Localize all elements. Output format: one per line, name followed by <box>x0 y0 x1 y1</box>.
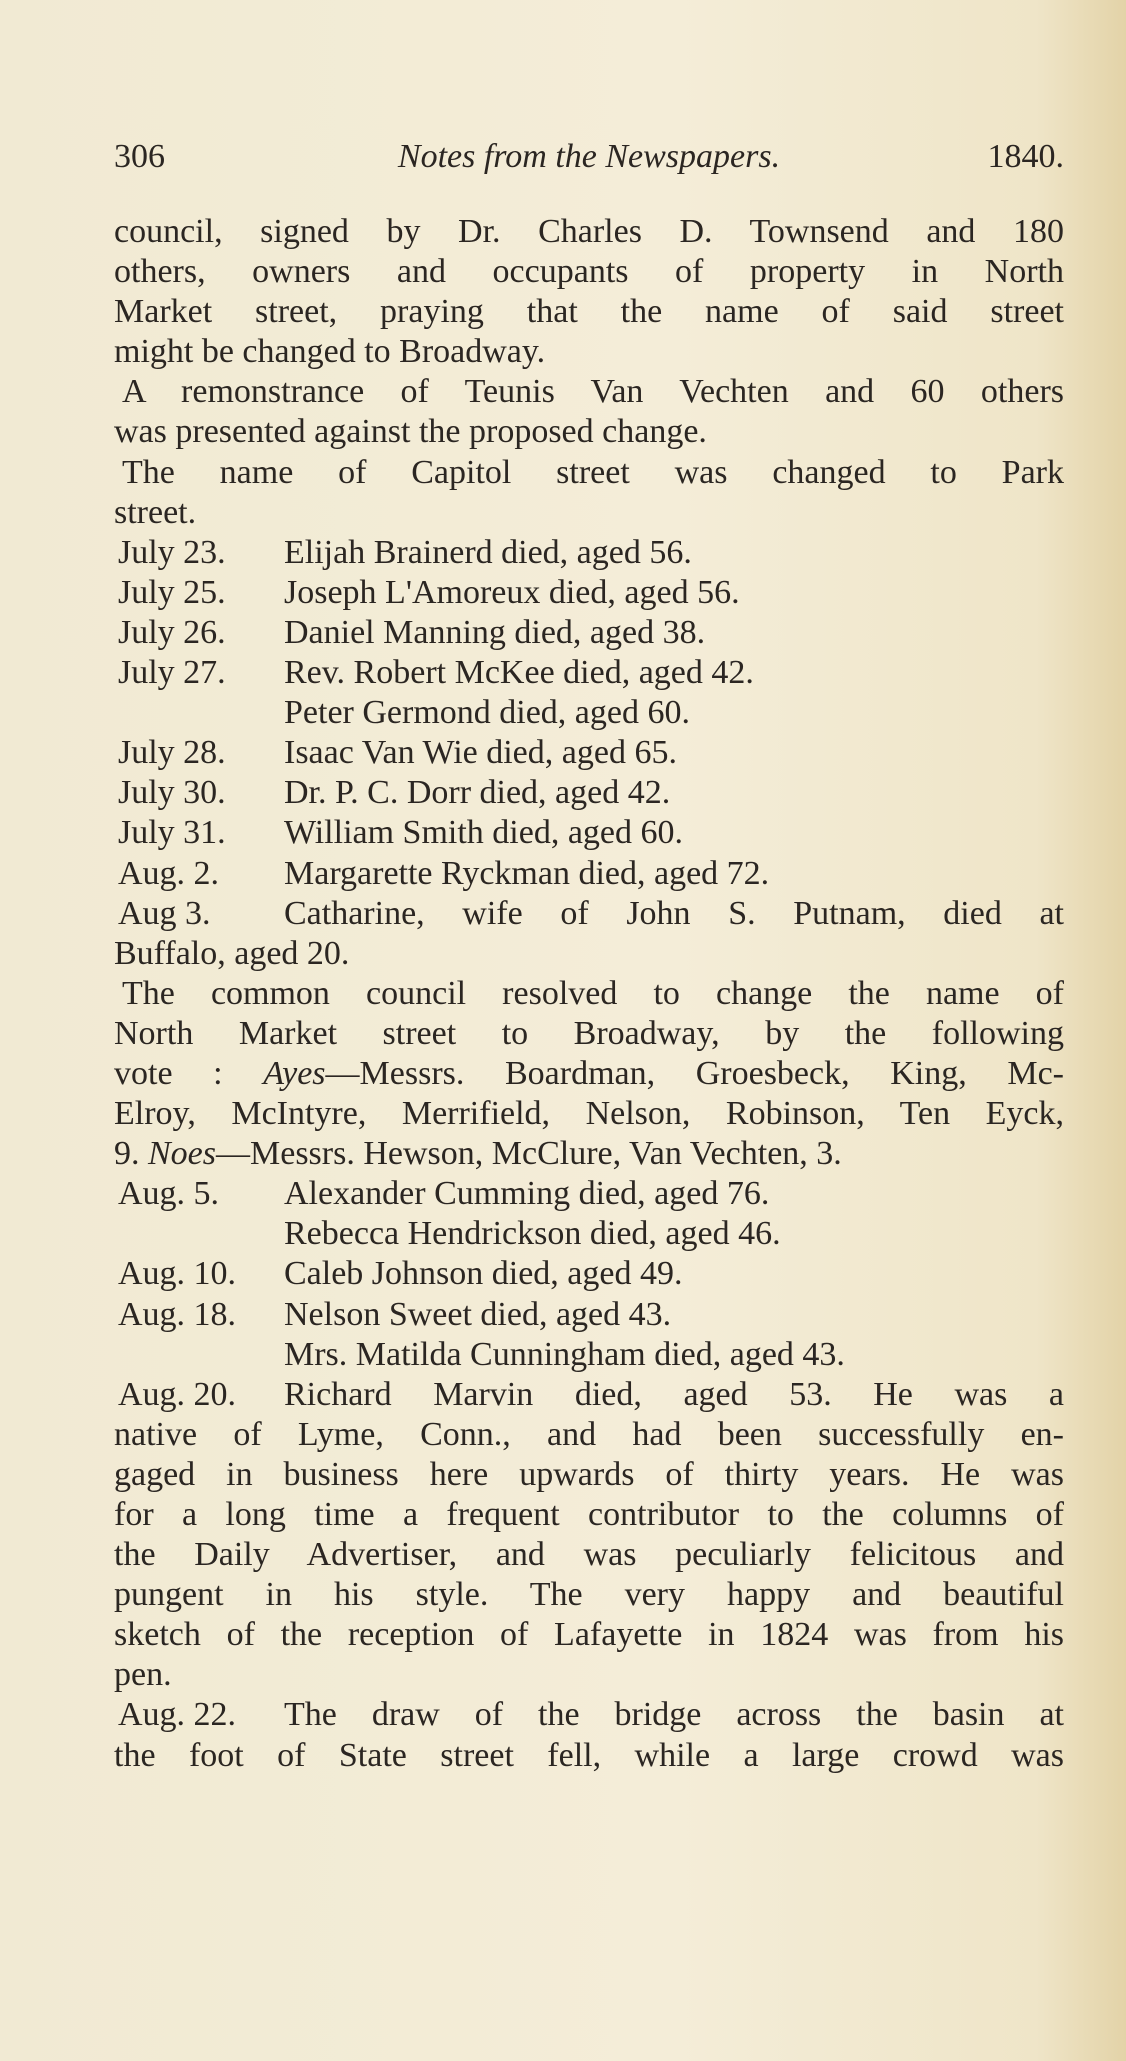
text-line <box>114 412 1064 452</box>
text-line <box>114 292 1064 332</box>
line-text <box>114 1134 1064 1174</box>
text-line <box>114 934 1064 974</box>
line-text: was presented against the proposed change. <box>114 413 707 451</box>
entry-date: July 26. <box>118 613 226 651</box>
page-number: 306 <box>114 138 165 175</box>
line-text: Nelson Sweet died, aged 43. <box>284 1295 672 1333</box>
entry-date: Aug. 18. <box>118 1295 237 1333</box>
line-text: pen. <box>114 1656 172 1694</box>
line-text: might be changed to Broadway. <box>114 333 546 371</box>
line-text: Mrs. Matilda Cunningham died, aged 43. <box>284 1335 845 1373</box>
line-text: North Market street to Broadway, by the following <box>114 1014 1064 1052</box>
dated-entry-line <box>114 813 1064 853</box>
entry-date: Aug. 20. <box>118 1375 237 1413</box>
text-line <box>114 1575 1064 1615</box>
line-text: A remonstrance of Teunis Van Vechten and 60 others <box>122 373 1064 411</box>
line-text: The draw of the bridge across the basin at <box>284 1696 1064 1734</box>
text-line <box>114 1495 1064 1535</box>
text-line <box>114 693 1064 733</box>
line-text: sketch of the reception of Lafayette in 1824 was from his <box>114 1616 1064 1654</box>
line-text: Buffalo, aged 20. <box>114 934 350 972</box>
dated-entry-line <box>114 733 1064 773</box>
text-line <box>114 974 1064 1014</box>
line-text: Joseph L'Amoreux died, aged 56. <box>284 573 740 611</box>
line-text: street. <box>114 493 197 531</box>
line-text: the Daily Advertiser, and was peculiarly felicitous and <box>114 1536 1064 1574</box>
line-text: Elijah Brainerd died, aged 56. <box>284 533 692 571</box>
line-text: Daniel Manning died, aged 38. <box>284 613 706 651</box>
dated-entry-line <box>114 533 1064 573</box>
text-line <box>114 1054 1064 1094</box>
line-text: Isaac Van Wie died, aged 65. <box>284 734 677 772</box>
line-text-part: —Messrs. Hewson, McClure, Van Vechten, 3. <box>216 1135 842 1173</box>
line-text: Rebecca Hendrickson died, aged 46. <box>284 1215 781 1253</box>
line-text: Market street, praying that the name of said street <box>114 293 1064 331</box>
dated-entry-line <box>114 854 1064 894</box>
dated-entry-line <box>114 894 1064 934</box>
line-text: William Smith died, aged 60. <box>284 814 684 852</box>
text-line <box>114 332 1064 372</box>
italic-vote-label: Noes <box>148 1135 216 1173</box>
line-text: Dr. P. C. Dorr died, aged 42. <box>284 774 671 812</box>
line-text: the foot of State street fell, while a large crowd was <box>114 1736 1064 1774</box>
text-line <box>114 1214 1064 1254</box>
line-text: The common council resolved to change the name of <box>122 974 1064 1012</box>
text-line <box>114 1415 1064 1455</box>
text-line <box>114 1736 1064 1776</box>
running-header <box>114 138 1064 182</box>
text-line <box>114 1094 1064 1134</box>
line-text: Elroy, McIntyre, Merrifield, Nelson, Robinson, Ten Eyck, <box>114 1095 1064 1133</box>
text-line <box>114 252 1064 292</box>
line-text: native of Lyme, Conn., and had been successfully en- <box>114 1415 1064 1453</box>
text-line <box>114 1535 1064 1575</box>
line-text: pungent in his style. The very happy and beautiful <box>114 1576 1064 1614</box>
line-text: gaged in business here upwards of thirty years. He was <box>114 1455 1064 1493</box>
text-line <box>114 1455 1064 1495</box>
line-text: Peter Germond died, aged 60. <box>284 694 690 732</box>
line-text: Catharine, wife of John S. Putnam, died at <box>284 894 1064 932</box>
entry-date: July 30. <box>118 774 226 812</box>
dated-entry-line <box>114 573 1064 613</box>
text-line <box>114 1335 1064 1375</box>
entry-date: Aug. 2. <box>118 854 220 892</box>
page-body <box>114 212 1064 1776</box>
line-text: Caleb Johnson died, aged 49. <box>284 1255 683 1293</box>
text-line <box>114 1615 1064 1655</box>
italic-vote-label: Ayes <box>263 1054 326 1092</box>
entry-date: Aug 3. <box>118 894 211 932</box>
dated-entry-line <box>114 1695 1064 1735</box>
entry-date: July 25. <box>118 573 226 611</box>
text-line <box>114 1134 1064 1174</box>
entry-date: Aug. 5. <box>118 1175 220 1213</box>
text-line <box>114 1014 1064 1054</box>
entry-date: July 28. <box>118 734 226 772</box>
line-text: for a long time a frequent contributor to the columns of <box>114 1496 1064 1533</box>
line-text-part: 9. <box>114 1135 148 1173</box>
line-text: others, owners and occupants of property in North <box>114 253 1064 291</box>
dated-entry-line <box>114 613 1064 653</box>
text-line <box>114 1655 1064 1695</box>
dated-entry-line <box>114 653 1064 693</box>
line-text-part: vote : <box>114 1054 264 1092</box>
line-text: Rev. Robert McKee died, aged 42. <box>284 654 754 692</box>
line-text-part: —Messrs. Boardman, Groesbeck, King, Mc- <box>325 1054 1064 1092</box>
entry-date: Aug. 22. <box>118 1696 237 1734</box>
line-text: Richard Marvin died, aged 53. He was a <box>284 1375 1064 1413</box>
dated-entry-line <box>114 1174 1064 1214</box>
dated-entry-line <box>114 773 1064 813</box>
text-line <box>114 372 1064 412</box>
text-line <box>114 212 1064 252</box>
dated-entry-line <box>114 1295 1064 1335</box>
text-line <box>114 453 1064 493</box>
line-text: The name of Capitol street was changed to Park <box>122 453 1064 491</box>
entry-date: July 31. <box>118 814 226 852</box>
line-text: Alexander Cumming died, aged 76. <box>284 1175 770 1213</box>
entry-date: July 27. <box>118 654 226 692</box>
line-text: council, signed by Dr. Charles D. Townsend and 180 <box>114 213 1064 250</box>
entry-date: July 23. <box>118 533 226 571</box>
running-title: Notes from the Newspapers. <box>397 138 781 175</box>
text-line <box>114 493 1064 533</box>
header-year: 1840. <box>987 138 1064 175</box>
line-text <box>114 1054 1064 1094</box>
dated-entry-line <box>114 1375 1064 1415</box>
line-text: Margarette Ryckman died, aged 72. <box>284 854 770 892</box>
dated-entry-line <box>114 1254 1064 1294</box>
entry-date: Aug. 10. <box>118 1255 237 1293</box>
